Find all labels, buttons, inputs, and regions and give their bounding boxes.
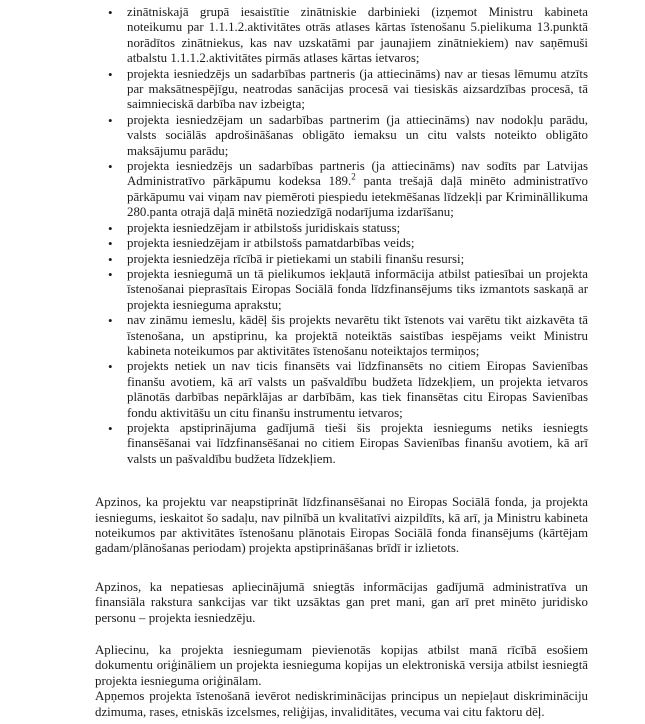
bullet-item [127, 359, 588, 421]
bullet-item-text: projekta apstiprinājuma gadījumā tieši šis projekta iesniegums netiks iesniegts finansēšanai vai līdzfinansēšanai no citiem Eiropas Savienības finanšu avotiem, kā arī valsts un pašvaldību budžeta līdzekļiem. [127, 420, 588, 466]
paragraph-apzinos-funding: Apzinos, ka projektu var neapstiprināt līdzfinansēšanai no Eiropas Sociālā fonda, ja projekta iesniegums, ieskaitot šo sadaļu, nav pilnībā un kvalitatīvi aizpildīts, kā arī, ja Ministru kabineta noteikumos par aktivitātes īstenošanu plānotais Eiropas Sociālā fonda finansējums (kārtējam gadam/plānošanas periodam) projekta apstiprināšanas brīdī ir izlietots. [95, 495, 588, 556]
bullet-item-text: projekta iesniedzējam ir atbilstošs pamatdarbības veids; [127, 236, 415, 251]
paragraph-apliecinu-copies: Apliecinu, ka projekta iesniegumam pievienotās kopijas atbilst manā rīcībā esošiem dokumentu oriģināliem un projekta iesnieguma kopijas un elektroniskā versija atbilst iesniegtā projekta iesnieguma oriģinālam. [95, 643, 588, 688]
superscript-reference: 2 [351, 172, 356, 183]
bullet-item-text: projekts netiek un nav ticis finansēts vai līdzfinansēts no citiem Eiropas Savienības finanšu avotiem, kā arī valsts un pašvaldību budžeta līdzekļiem, un projekta ietvaros plānotās darbības nepārklājas ar darbībām, kas tiek finansētas citu Eiropas Savienības fondu aktivitāšu un citu finanšu instrumentu ietvaros; [127, 359, 588, 420]
bullet-item [127, 236, 588, 251]
bullet-item [127, 252, 588, 267]
paragraph-apnemos-nondiscrimination: Apņemos projekta īstenošanā ievērot nediskriminācijas principus un nepieļaut diskrimināciju dzimuma, rases, etniskās izcelsmes, reliģijas, invaliditātes, vecuma vai citu faktoru dēļ. [95, 689, 588, 719]
bullet-item-text: projekta iesniedzējam ir atbilstošs juridiskais statuss; [127, 220, 401, 235]
paragraph-apzinos-sanctions: Apzinos, ka nepatiesas apliecinājumā sniegtās informācijas gadījumā administratīva un finansiāla rakstura sankcijas var tikt uzsāktas gan pret mani, gan arī pret minēto juridisko personu – projekta iesniedzēju. [95, 579, 588, 625]
bullet-item-text: projekta iesniegumā un tā pielikumos iekļautā informācija atbilst patiesībai un projekta īstenošanai pieprasītais Eiropas Sociālā fonda līdzfinansējums tiks izmantots saskaņā ar projekta iesnieguma aprakstu; [127, 266, 588, 312]
bullet-item [127, 67, 588, 113]
bullet-item-text: panta trešajā daļā minēto administratīvo pārkāpumu vai viņam nav piemēroti piespiedu ietekmēšanas līdzekļi par Krimināllikuma 280.panta otrajā daļā minētā noziedzīgā nodarījuma izdarīšanu; [127, 174, 588, 220]
bullet-item [127, 113, 588, 159]
declaration-bullet-list [95, 5, 588, 467]
bullet-item [127, 313, 588, 359]
bullet-item [127, 267, 588, 313]
bullet-item [127, 221, 588, 236]
bullet-item-text: projekta iesniedzējs un sadarbības partneris (ja attiecināms) nav sodīts par Latvijas Administratīvo pārkāpumu kodeksa 189. [127, 159, 588, 189]
bullet-item-text: projekta iesniedzēja rīcībā ir pietiekami un stabili finanšu resursi; [127, 251, 465, 266]
bullet-item [127, 421, 588, 467]
bullet-item-text: nav zināmu iemeslu, kādēļ šis projekts nevarētu tikt īstenots vai varētu tikt aizkavēta tā īstenošana, un apstiprinu, ka projektā noteiktās saistības iespējams veikt Ministru kabineta noteikumos par aktivitātes īstenošanu noteiktajos termiņos; [127, 313, 588, 358]
bullet-item-text: zinātniskajā grupā iesaistītie zinātniskie darbinieki (izņemot Ministru kabineta noteikumu par 1.1.1.2.aktivitātes otrās atlases kārtas īstenošanu 5.pielikuma 13.punktā norādītos zinātniekus, kas nav uzskatāmi par jaunajiem zinātniekiem) nav saņēmuši atbalstu 1.1.1.2.aktivitātes pirmās atlases kārtas ietvaros; [127, 5, 588, 66]
bullet-item-text: projekta iesniedzējam un sadarbības partnerim (ja attiecināms) nav nodokļu parādu, valsts sociālās apdrošināšanas obligāto iemaksu un citu valsts noteikto obligāto maksājumu parādu; [127, 112, 588, 158]
bullet-item-text: projekta iesniedzējs un sadarbības partneris (ja attiecināms) nav ar tiesas lēmumu atzīts par maksātnespējīgu, neatrodas sanācijas procesā vai tiesiskās aizsardzības procesā, tā saimnieciskā darbība nav izbeigta; [127, 66, 588, 112]
bullet-item [127, 5, 588, 67]
bullet-item [127, 159, 588, 221]
